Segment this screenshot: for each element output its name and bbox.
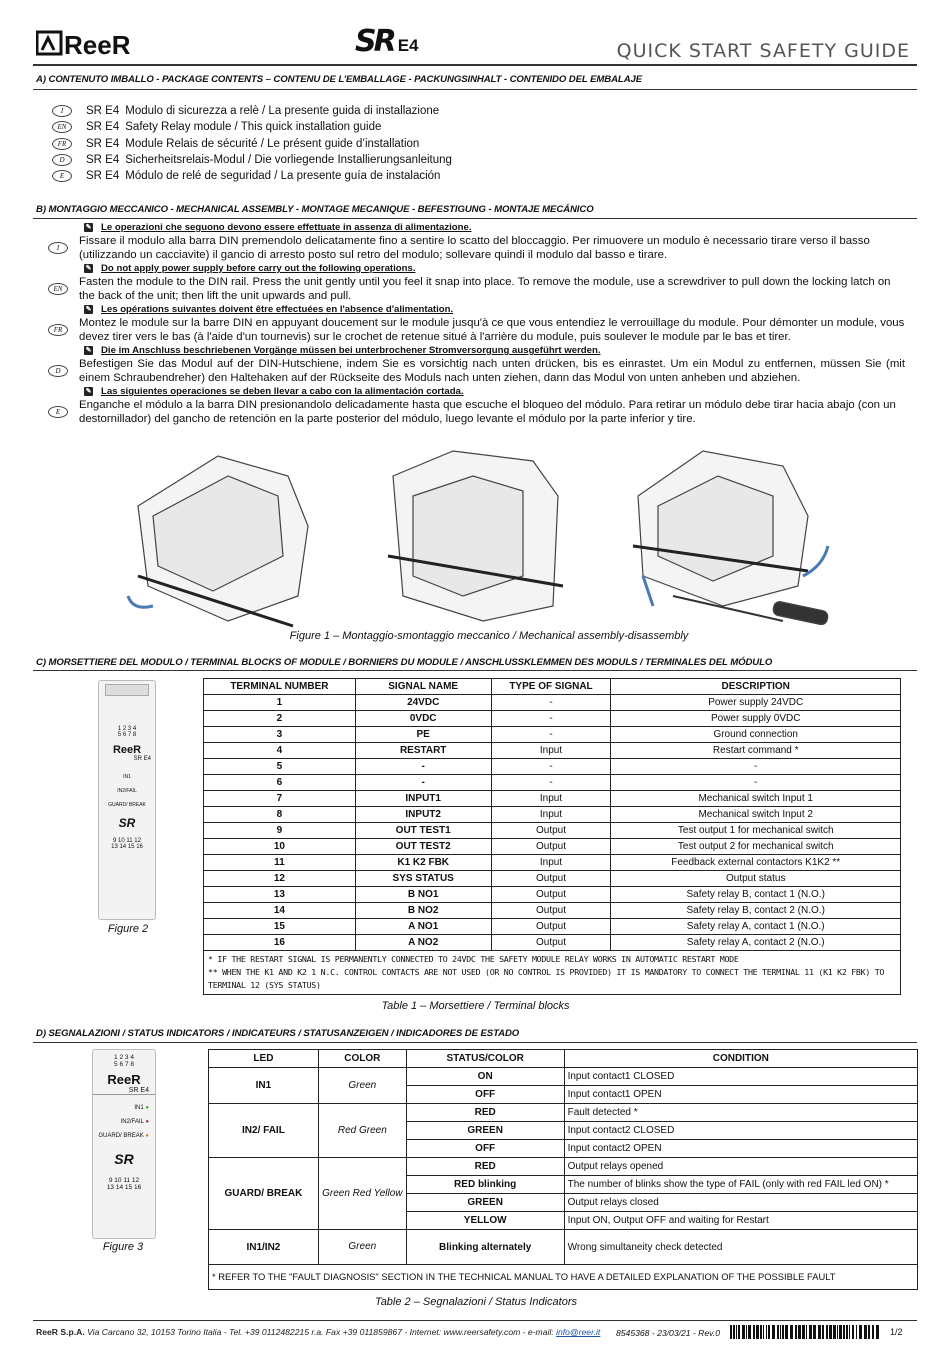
- description-cell: Restart command *: [611, 743, 901, 759]
- led-color-cell: Green Red Yellow: [318, 1158, 406, 1230]
- col-terminal-number: TERMINAL NUMBER: [204, 679, 356, 695]
- barcode-bar: [730, 1325, 732, 1339]
- warning-icon: ✎: [85, 264, 92, 272]
- flag-label: D: [48, 365, 68, 377]
- table-header-row: [209, 1050, 918, 1068]
- terminal-number-cell: 13: [204, 887, 356, 903]
- barcode-bar: [864, 1325, 867, 1339]
- barcode-bar: [826, 1325, 828, 1339]
- barcode-bar: [746, 1325, 747, 1339]
- device-led-in1: IN1: [123, 774, 131, 780]
- assembly-text-it: Fissare il modulo alla barra DIN premendolo delicatamente fino a sentire lo scatto del bloccaggio. Per rimuovere un modulo è necessario tirare verso il basso (utilizzando un cacciavite) il gancio di arresto posto sul retro del modulo; sollevare quindi il modulo dal basso e tirare.: [79, 235, 870, 261]
- led-color-cell: Green: [318, 1068, 406, 1104]
- warning-icon: ✎: [85, 223, 92, 231]
- description-cell: Feedback external contactors K1K2 **: [611, 855, 901, 871]
- status-cell: YELLOW: [406, 1212, 564, 1230]
- package-model: SR E4: [86, 105, 120, 118]
- section-a-title: A) CONTENUTO IMBALLO - PACKAGE CONTENTS – CONTENU DE L’EMBALLAGE - PACKUNGSINHALT - CONTENIDO DEL EMBALAJE: [36, 74, 643, 85]
- col-signal-name: SIGNAL NAME: [355, 679, 491, 695]
- section-b-title: B) MONTAGGIO MECCANICO - MECHANICAL ASSEMBLY - MONTAGE MECANIQUE - BEFESTIGUNG - MONTAJE MECÁNICO: [36, 204, 594, 215]
- device-brand: ReeR: [112, 744, 142, 756]
- barcode-bar: [733, 1325, 735, 1339]
- description-cell: Test output 2 for mechanical switch: [611, 839, 901, 855]
- footer-company: ReeR S.p.A.: [36, 1327, 85, 1337]
- description-cell: Safety relay A, contact 1 (N.O.): [611, 919, 901, 935]
- footer-rule: [33, 1320, 917, 1321]
- assembly-text-en: Fasten the module to the DIN rail. Press the unit gently until you feel it snap into place. To remove the module, use a screwdriver to pull down the locking latch on the back of the unit; then lift the unit upwards and pull.: [79, 276, 891, 302]
- signal-name-cell: -: [355, 759, 491, 775]
- condition-cell: Input contact1 CLOSED: [564, 1068, 917, 1086]
- description-cell: Safety relay B, contact 2 (N.O.): [611, 903, 901, 919]
- barcode-bar: [748, 1325, 751, 1339]
- warning-fr: [84, 304, 453, 315]
- status-table-body: [209, 1068, 918, 1265]
- led-green-icon: ●: [145, 1105, 149, 1111]
- table-row: [204, 871, 901, 887]
- device-led-guard: GUARD/ BREAK ●: [98, 1133, 149, 1139]
- description-cell: -: [611, 759, 901, 775]
- status-cell: OFF: [406, 1086, 564, 1104]
- barcode-bar: [813, 1325, 816, 1339]
- package-text: Modulo di sicurezza a relè / La presente guida di installazione: [125, 105, 440, 118]
- terminal-row-bot-2: 13 14 15 16: [106, 1184, 142, 1191]
- condition-cell: Input contact2 OPEN: [564, 1140, 917, 1158]
- barcode-bar: [833, 1325, 836, 1339]
- device-model: SR E4: [133, 756, 151, 762]
- terminal-number-cell: 7: [204, 791, 356, 807]
- table-header-row: [204, 679, 901, 695]
- table2-note-row: [209, 1265, 918, 1290]
- table-row: [209, 1068, 918, 1086]
- description-cell: Power supply 0VDC: [611, 711, 901, 727]
- signal-type-cell: -: [491, 711, 611, 727]
- device-led-in1: IN1 ●: [134, 1105, 149, 1111]
- table-row: [209, 1158, 918, 1176]
- signal-type-cell: Input: [491, 791, 611, 807]
- figure-1-illustration: [118, 436, 838, 628]
- table-2-caption: Table 2 – Segnalazioni / Status Indicators: [374, 1296, 577, 1308]
- barcode-bar: [856, 1325, 857, 1339]
- status-cell: ON: [406, 1068, 564, 1086]
- signal-name-cell: OUT TEST1: [355, 823, 491, 839]
- footer-doc-code: 8545368 - 23/03/21 - Rev.0: [616, 1328, 720, 1338]
- description-cell: Mechanical switch Input 1: [611, 791, 901, 807]
- table-1-caption: Table 1 – Morsettiere / Terminal blocks: [381, 1000, 570, 1012]
- flag-en: [48, 278, 68, 296]
- table-row: [204, 775, 901, 791]
- terminal-number-cell: 5: [204, 759, 356, 775]
- terminal-number-cell: 3: [204, 727, 356, 743]
- section-a-rule: [33, 89, 917, 90]
- footer-address: [36, 1327, 600, 1337]
- sr-mark: SR: [114, 1151, 134, 1167]
- barcode-bar: [818, 1325, 821, 1339]
- description-cell: Safety relay B, contact 1 (N.O.): [611, 887, 901, 903]
- barcode-bar: [766, 1325, 767, 1339]
- table-row: [204, 839, 901, 855]
- description-cell: Test output 1 for mechanical switch: [611, 823, 901, 839]
- warning-icon: ✎: [85, 305, 92, 313]
- package-text: Safety Relay module / This quick installation guide: [125, 121, 382, 134]
- condition-cell: Output relays opened: [564, 1158, 917, 1176]
- terminal-row-top-1: 1 2 3 4: [114, 1054, 134, 1061]
- section-c-rule: [33, 670, 917, 671]
- condition-cell: Input contact1 OPEN: [564, 1086, 917, 1104]
- description-cell: Safety relay A, contact 2 (N.O.): [611, 935, 901, 951]
- module-drawing-1: [128, 456, 308, 626]
- barcode-bar: [782, 1325, 784, 1339]
- barcode-bar: [849, 1325, 850, 1339]
- flag-it: I: [52, 105, 72, 117]
- warning-text: Les opérations suivantes doivent être effectuées en l'absence d'alimentation.: [101, 304, 454, 315]
- device-brand: ReeR: [107, 1072, 141, 1087]
- description-cell: Ground connection: [611, 727, 901, 743]
- status-cell: Blinking alternately: [406, 1230, 564, 1265]
- flag-de: D: [52, 154, 72, 166]
- condition-cell: Wrong simultaneity check detected: [564, 1230, 917, 1265]
- barcode-bar: [802, 1325, 805, 1339]
- signal-type-cell: -: [491, 759, 611, 775]
- warning-de: [84, 345, 601, 356]
- table-row: [204, 743, 901, 759]
- table-row: [204, 855, 901, 871]
- status-cell: RED blinking: [406, 1176, 564, 1194]
- barcode-bar: [763, 1325, 764, 1339]
- package-item-es: [52, 168, 452, 184]
- signal-type-cell: Output: [491, 871, 611, 887]
- signal-name-cell: B NO2: [355, 903, 491, 919]
- terminal-number-cell: 2: [204, 711, 356, 727]
- package-text: Sicherheitsrelais-Modul / Die vorliegende Installierungsanleitung: [125, 154, 452, 167]
- table-row: [204, 807, 901, 823]
- col-status-color: STATUS/COLOR: [406, 1050, 564, 1068]
- barcode-bar: [768, 1325, 770, 1339]
- terminal-table: [203, 678, 901, 995]
- signal-name-cell: INPUT1: [355, 791, 491, 807]
- package-item-en: [52, 119, 452, 135]
- led-name-cell: GUARD/ BREAK: [209, 1158, 319, 1230]
- description-cell: -: [611, 775, 901, 791]
- barcode-bar: [756, 1325, 759, 1339]
- signal-name-cell: PE: [355, 727, 491, 743]
- description-cell: Power supply 24VDC: [611, 695, 901, 711]
- product-suffix: E4: [397, 36, 419, 55]
- led-name-cell: IN2/ FAIL: [209, 1104, 319, 1158]
- barcode-bar: [736, 1325, 737, 1339]
- led-color-cell: Red Green: [318, 1104, 406, 1158]
- barcode-icon: [730, 1325, 880, 1339]
- barcode-bar: [846, 1325, 848, 1339]
- reer-logo: [36, 26, 146, 60]
- warning-en: [84, 263, 416, 274]
- barcode-bar: [760, 1325, 762, 1339]
- warning-text: Le operazioni che seguono devono essere effettuate in assenza di alimentazione.: [101, 222, 472, 233]
- barcode-bar: [843, 1325, 845, 1339]
- barcode-bar: [772, 1325, 775, 1339]
- col-type-of-signal: TYPE OF SIGNAL: [491, 679, 611, 695]
- barcode-bar: [859, 1325, 862, 1339]
- signal-type-cell: Output: [491, 903, 611, 919]
- col-led: LED: [209, 1050, 319, 1068]
- table1-note-2: ** WHEN THE K1 AND K2 1 N.C. CONTROL CONTACTS ARE NOT USED (OR NO CONTROL IS PROVIDED) IT IS MANDATORY TO CONNECT THE TERMINAL 11 (K1 K2 FBK) TO TERMINAL 12 (SYS STATUS): [208, 967, 885, 990]
- figure-1-caption: Figure 1 – Montaggio-smontaggio meccanico / Mechanical assembly-disassembly: [289, 630, 689, 642]
- footer-address-text: Via Carcano 32, 10153 Torino Italia - Tel. +39 0112482215 r.a. Fax +39 011859867 - Internet: www.reersafety.com - e-mail:: [87, 1327, 554, 1337]
- status-table: [208, 1049, 918, 1290]
- package-list: [52, 103, 452, 184]
- brand-text: ReeR: [64, 30, 131, 60]
- device-led-in2: IN2/FAIL: [117, 788, 137, 794]
- page-number: 1/2: [890, 1327, 903, 1337]
- barcode-bar: [753, 1325, 755, 1339]
- signal-type-cell: -: [491, 727, 611, 743]
- terminal-number-cell: 11: [204, 855, 356, 871]
- signal-type-cell: -: [491, 775, 611, 791]
- description-cell: Output status: [611, 871, 901, 887]
- assembly-text-fr: Montez le module sur la barre DIN en appuyant doucement sur le module jusqu'à ce que vous entendiez le verrouillage du module. Pour démonter un module, vous devez tirer vers le bas (à l'aide d'un tournevis) sur le crochet de retenue situé à l'arrière du module, puis soulever le module par le bas et tirer.: [79, 317, 905, 343]
- col-description: DESCRIPTION: [611, 679, 901, 695]
- assembly-text-de: Befestigen Sie das Modul auf der DIN-Hutschiene, indem Sie es vorsichtig nach unten drücken, bis es einrastet. Um ein Modul zu entfernen, müssen Sie (mit einem Schraubendreher) den Haltehaken auf der Rückseite des Moduls nach unten ziehen, dann das Modul von unten anheben und abziehen.: [79, 358, 905, 384]
- signal-name-cell: A NO2: [355, 935, 491, 951]
- section-c-title: C) MORSETTIERE DEL MODULO / TERMINAL BLOCKS OF MODULE / BORNIERS DU MODULE / ANSCHLUSSKLEMMEN DES MODULS / TERMINALES DEL MÓDULO: [36, 657, 773, 668]
- signal-name-cell: SYS STATUS: [355, 871, 491, 887]
- terminal-table-body: [204, 695, 901, 951]
- section-b-rule: [33, 218, 917, 219]
- barcode-bar: [822, 1325, 824, 1339]
- warning-text: Do not apply power supply before carry out the following operations.: [101, 263, 416, 274]
- signal-type-cell: Output: [491, 887, 611, 903]
- terminal-row-bot-1: 9 10 11 12: [108, 1177, 140, 1184]
- barcode-bar: [785, 1325, 788, 1339]
- condition-cell: The number of blinks show the type of FAIL (only with red FAIL led ON) *: [564, 1176, 917, 1194]
- barcode-bar: [829, 1325, 832, 1339]
- status-cell: RED: [406, 1158, 564, 1176]
- signal-name-cell: A NO1: [355, 919, 491, 935]
- table-row: [204, 711, 901, 727]
- barcode-bar: [795, 1325, 797, 1339]
- barcode-bar: [790, 1325, 793, 1339]
- warning-es: [84, 386, 464, 397]
- flag-label: FR: [48, 324, 68, 336]
- barcode-bar: [798, 1325, 801, 1339]
- warning-text: Die im Anschluss beschriebenen Vorgänge müssen bei unterbrochener Stromversorgung ausgeführt werden.: [101, 345, 601, 356]
- sr-mark: SR: [118, 816, 136, 830]
- figure-2-caption: Figure 2: [107, 923, 149, 935]
- signal-name-cell: INPUT2: [355, 807, 491, 823]
- table-row: [209, 1230, 918, 1265]
- section-d-title: D) SEGNALAZIONI / STATUS INDICATORS / INDICATEURS / STATUSANZEIGEN / INDICADORES DE ESTADO: [36, 1028, 520, 1039]
- header-rule: [33, 64, 917, 66]
- signal-name-cell: 0VDC: [355, 711, 491, 727]
- device-model: SR E4: [93, 1087, 155, 1095]
- terminal-number-cell: 8: [204, 807, 356, 823]
- signal-name-cell: 24VDC: [355, 695, 491, 711]
- table-row: [204, 759, 901, 775]
- status-cell: GREEN: [406, 1194, 564, 1212]
- table-row: [204, 887, 901, 903]
- footer-email-link[interactable]: info@reer.it: [556, 1327, 601, 1337]
- led-name-cell: IN1: [209, 1068, 319, 1104]
- package-text: Módulo de relé de seguridad / La presente guía de instalación: [125, 170, 441, 183]
- status-cell: OFF: [406, 1140, 564, 1158]
- terminal-row-bot-1: 9 10 11 12: [113, 838, 141, 844]
- signal-type-cell: -: [491, 695, 611, 711]
- package-model: SR E4: [86, 121, 120, 134]
- barcode-bar: [780, 1325, 781, 1339]
- barcode-bar: [806, 1325, 807, 1339]
- status-cell: RED: [406, 1104, 564, 1122]
- terminal-number-cell: 1: [204, 695, 356, 711]
- signal-name-cell: K1 K2 FBK: [355, 855, 491, 871]
- device-led-guard: GUARD/ BREAK: [108, 802, 146, 808]
- condition-cell: Output relays closed: [564, 1194, 917, 1212]
- signal-type-cell: Output: [491, 823, 611, 839]
- led-yellow-icon: ●: [145, 1133, 149, 1139]
- figure-3-caption: Figure 3: [102, 1241, 144, 1253]
- terminal-number-cell: 16: [204, 935, 356, 951]
- table-row: [204, 823, 901, 839]
- barcode-bar: [876, 1325, 879, 1339]
- module-drawing-3: [633, 451, 829, 626]
- warning-icon: ✎: [85, 346, 92, 354]
- signal-type-cell: Output: [491, 919, 611, 935]
- flag-es: [48, 401, 68, 419]
- status-cell: GREEN: [406, 1122, 564, 1140]
- package-text: Module Relais de sécurité / Le présent guide d’installation: [125, 137, 420, 150]
- flag-fr: [48, 319, 68, 337]
- description-cell: Mechanical switch Input 2: [611, 807, 901, 823]
- flag-label: EN: [48, 283, 68, 295]
- section-d-rule: [33, 1042, 917, 1043]
- package-item-fr: [52, 136, 452, 152]
- signal-type-cell: Input: [491, 743, 611, 759]
- barcode-bar: [837, 1325, 838, 1339]
- table-row: [209, 1104, 918, 1122]
- table1-note-1: * IF THE RESTART SIGNAL IS PERMANENTLY CONNECTED TO 24VDC THE SAFETY MODULE RELAY WORKS IN AUTOMATIC RESTART MODE: [208, 954, 739, 964]
- table1-notes: [204, 951, 901, 995]
- device-figure-3: [92, 1049, 156, 1239]
- flag-it: [48, 237, 68, 255]
- condition-cell: Fault detected *: [564, 1104, 917, 1122]
- flag-en: EN: [52, 121, 72, 133]
- terminal-number-cell: 4: [204, 743, 356, 759]
- signal-name-cell: -: [355, 775, 491, 791]
- terminal-number-cell: 15: [204, 919, 356, 935]
- table-row: [204, 695, 901, 711]
- terminal-row-bot-2: 13 14 15 16: [111, 844, 143, 850]
- led-color-cell: Green: [318, 1230, 406, 1265]
- device-figure-2: [98, 680, 156, 920]
- terminal-number-cell: 9: [204, 823, 356, 839]
- package-model: SR E4: [86, 154, 120, 167]
- flag-de: [48, 360, 68, 378]
- col-condition: CONDITION: [564, 1050, 917, 1068]
- signal-name-cell: RESTART: [355, 743, 491, 759]
- device-led-in2: IN2/FAIL ●: [120, 1119, 149, 1125]
- signal-type-cell: Input: [491, 855, 611, 871]
- barcode-bar: [839, 1325, 842, 1339]
- signal-type-cell: Output: [491, 935, 611, 951]
- barcode-bar: [809, 1325, 812, 1339]
- flag-es: E: [52, 170, 72, 182]
- col-color: COLOR: [318, 1050, 406, 1068]
- guide-title: QUICK START SAFETY GUIDE: [616, 40, 910, 62]
- terminal-number-cell: 6: [204, 775, 356, 791]
- barcode-bar: [872, 1325, 874, 1339]
- table-row: [204, 791, 901, 807]
- barcode-bar: [742, 1325, 745, 1339]
- table-row: [204, 935, 901, 951]
- warning-icon: ✎: [85, 387, 92, 395]
- top-connector: [105, 684, 149, 696]
- led-red-icon: ●: [145, 1119, 149, 1125]
- barcode-bar: [777, 1325, 779, 1339]
- terminal-number-cell: 10: [204, 839, 356, 855]
- terminal-row-top-2: 5 6 7 8: [117, 732, 137, 738]
- terminal-row-top-1: 1 2 3 4: [117, 726, 137, 732]
- barcode-bar: [868, 1325, 870, 1339]
- flag-label: I: [48, 242, 68, 254]
- package-model: SR E4: [86, 137, 120, 150]
- barcode-bar: [738, 1325, 740, 1339]
- package-item-de: [52, 152, 452, 168]
- assembly-text-es: Enganche el módulo a la barra DIN presionandolo delicadamente hasta que escuche el bloqueo del módulo. Para retirar un módulo debe tirar hacia abajo (con un destornillador) del gancho de retención en la parte posterior del módulo, luego levante el módulo por la parte inferior y tire.: [79, 399, 896, 425]
- barcode-bar: [852, 1325, 854, 1339]
- package-model: SR E4: [86, 170, 120, 183]
- terminal-number-cell: 12: [204, 871, 356, 887]
- led-name-cell: IN1/IN2: [209, 1230, 319, 1265]
- product-logo: [355, 24, 455, 58]
- package-item-it: [52, 103, 452, 119]
- table-row: [204, 919, 901, 935]
- module-drawing-2: [388, 451, 563, 621]
- warning-text: Las siguientes operaciones se deben llevar a cabo con la alimentación cortada.: [101, 386, 464, 397]
- signal-type-cell: Input: [491, 807, 611, 823]
- table2-note: * REFER TO THE "FAULT DIAGNOSIS" SECTION IN THE TECHNICAL MANUAL TO HAVE A DETAILED EXPLANATION OF THE POSSIBLE FAULT: [209, 1265, 918, 1290]
- table-row: [204, 727, 901, 743]
- table-row: [204, 903, 901, 919]
- flag-fr: FR: [52, 138, 72, 150]
- condition-cell: Input contact2 CLOSED: [564, 1122, 917, 1140]
- signal-name-cell: B NO1: [355, 887, 491, 903]
- signal-type-cell: Output: [491, 839, 611, 855]
- warning-it: [84, 222, 472, 233]
- sr-mark: SR: [355, 24, 394, 59]
- flag-label: E: [48, 406, 68, 418]
- terminal-number-cell: 14: [204, 903, 356, 919]
- signal-name-cell: OUT TEST2: [355, 839, 491, 855]
- condition-cell: Input ON, Output OFF and waiting for Restart: [564, 1212, 917, 1230]
- terminal-row-top-2: 5 6 7 8: [114, 1061, 134, 1068]
